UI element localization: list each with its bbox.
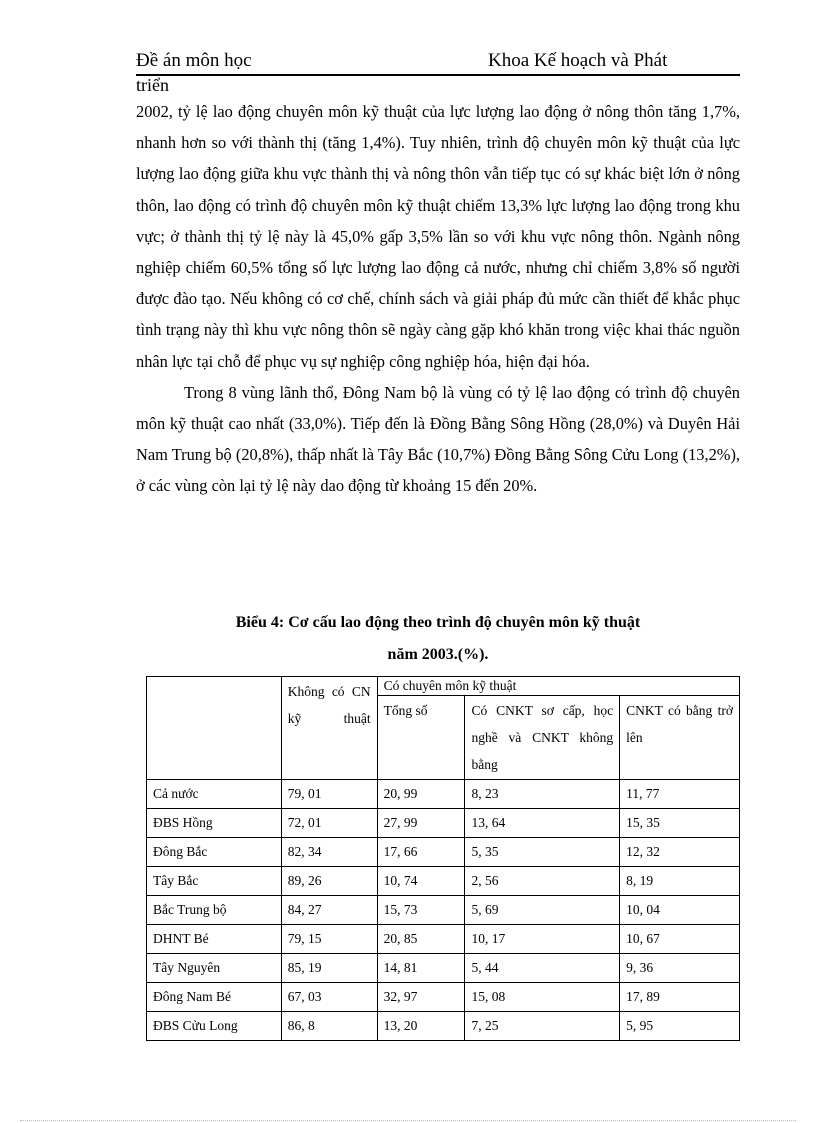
paragraph-1: 2002, tỷ lệ lao động chuyên môn kỹ thuật của lực lượng lao động ở nông thôn tăng 1,7%, nhanh hơn so với thành thị (tăng 1,4%). Tuy nhiên, trình độ chuyên môn kỹ thuật của lực lượng lao động giữa khu vực thành thị và nông thôn vẫn tiếp tục có sự khác biệt lớn ở nông thôn, lao động có trình độ chuyên môn kỹ thuật chiếm 13,3% lực lượng lao động trong khu vực; ở thành thị tỷ lệ này là 45,0% gấp 3,5% lần so với khu vực nông thôn. Ngành nông nghiệp chiếm 60,5% tổng số lực lượng lao động cả nước, nhưng chỉ chiếm 3,8% số người được đào tạo. Nếu không có cơ chế, chính sách và giải pháp đủ mức cần thiết để khắc phục tình trạng này thì khu vực nông thôn sẽ ngày càng gặp khó khăn trong việc khai thác nguồn nhân lực tại chỗ để phục vụ sự nghiệp công nghiệp hóa, hiện đại hóa.: [136, 102, 740, 371]
header-bang: CNKT có bằng trở lên: [620, 696, 740, 780]
paragraph-2: Trong 8 vùng lãnh thổ, Đông Nam bộ là vùng có tỷ lệ lao động có trình độ chuyên môn kỹ thuật cao nhất (33,0%). Tiếp đến là Đồng Bằng Sông Hồng (28,0%) và Duyên Hải Nam Trung bộ (20,8%), thấp nhất là Tây Bắc (10,7%) Đồng Bằng Sông Cửu Long (13,2%), ở các vùng còn lại tỷ lệ này dao động từ khoảng 15 đến 20%.: [136, 382, 740, 496]
labor-structure-table: [146, 676, 740, 1041]
cell-tong-so: 15, 73: [377, 896, 465, 925]
page-header: [136, 50, 740, 76]
cell-so-cap: 5, 44: [465, 954, 620, 983]
cell-bang: 9, 36: [620, 954, 740, 983]
cell-no-cnkt: 79, 01: [281, 780, 377, 809]
cell-tong-so: 10, 74: [377, 867, 465, 896]
cell-so-cap: 5, 69: [465, 896, 620, 925]
body-text: [136, 96, 740, 502]
cell-region: ĐBS Cửu Long: [147, 1012, 282, 1041]
cell-tong-so: 13, 20: [377, 1012, 465, 1041]
table-caption: Biểu 4: Cơ cấu lao động theo trình độ chuyên môn kỹ thuật: [235, 614, 641, 631]
cell-tong-so: 27, 99: [377, 809, 465, 838]
page-bottom-divider: [20, 1120, 796, 1121]
cell-no-cnkt: 79, 15: [281, 925, 377, 954]
cell-so-cap: 13, 64: [465, 809, 620, 838]
table-caption-year: năm 2003.(%).: [387, 646, 489, 663]
cell-bang: 10, 04: [620, 896, 740, 925]
cell-so-cap: 15, 08: [465, 983, 620, 1012]
cell-region: ĐBS Hồng: [147, 809, 282, 838]
cell-no-cnkt: 86, 8: [281, 1012, 377, 1041]
cell-no-cnkt: 89, 26: [281, 867, 377, 896]
header-faculty-name: Khoa Kế hoạch và Phát: [488, 50, 668, 71]
table-row: [147, 838, 740, 867]
cell-no-cnkt: 67, 03: [281, 983, 377, 1012]
cell-tong-so: 20, 99: [377, 780, 465, 809]
cell-bang: 11, 77: [620, 780, 740, 809]
table-row: [147, 896, 740, 925]
cell-tong-so: 14, 81: [377, 954, 465, 983]
cell-tong-so: 20, 85: [377, 925, 465, 954]
header-no-cnkt: Không có CN kỹ thuật: [281, 677, 377, 780]
table-body: [147, 780, 740, 1041]
cell-so-cap: 5, 35: [465, 838, 620, 867]
cell-bang: 5, 95: [620, 1012, 740, 1041]
header-co-cnkt: Có chuyên môn kỹ thuật: [377, 677, 739, 696]
cell-so-cap: 10, 17: [465, 925, 620, 954]
cell-bang: 8, 19: [620, 867, 740, 896]
header-so-cap: Có CNKT sơ cấp, học nghề và CNKT không bằng: [465, 696, 620, 780]
cell-so-cap: 7, 25: [465, 1012, 620, 1041]
cell-bang: 17, 89: [620, 983, 740, 1012]
table-row: [147, 809, 740, 838]
header-tong-so: Tổng số: [377, 696, 465, 780]
header-region-cell: [147, 677, 282, 780]
cell-no-cnkt: 85, 19: [281, 954, 377, 983]
cell-so-cap: 2, 56: [465, 867, 620, 896]
cell-region: Cả nước: [147, 780, 282, 809]
cell-region: Đông Nam Bé: [147, 983, 282, 1012]
cell-region: Bắc Trung bộ: [147, 896, 282, 925]
header-course-title: Đề án môn học: [136, 50, 252, 71]
table-row: [147, 867, 740, 896]
cell-region: DHNT Bé: [147, 925, 282, 954]
cell-so-cap: 8, 23: [465, 780, 620, 809]
cell-region: Tây Bắc: [147, 867, 282, 896]
cell-bang: 12, 32: [620, 838, 740, 867]
table-row: [147, 925, 740, 954]
table-row: [147, 780, 740, 809]
cell-tong-so: 17, 66: [377, 838, 465, 867]
table-header-row: [147, 677, 740, 696]
cell-region: Tây Nguyên: [147, 954, 282, 983]
cell-no-cnkt: 84, 27: [281, 896, 377, 925]
table-row: [147, 983, 740, 1012]
table-row: [147, 954, 740, 983]
table-row: [147, 1012, 740, 1041]
cell-region: Đông Bắc: [147, 838, 282, 867]
header-continuation: triển: [136, 75, 169, 95]
cell-bang: 10, 67: [620, 925, 740, 954]
cell-no-cnkt: 82, 34: [281, 838, 377, 867]
cell-no-cnkt: 72, 01: [281, 809, 377, 838]
cell-bang: 15, 35: [620, 809, 740, 838]
cell-tong-so: 32, 97: [377, 983, 465, 1012]
